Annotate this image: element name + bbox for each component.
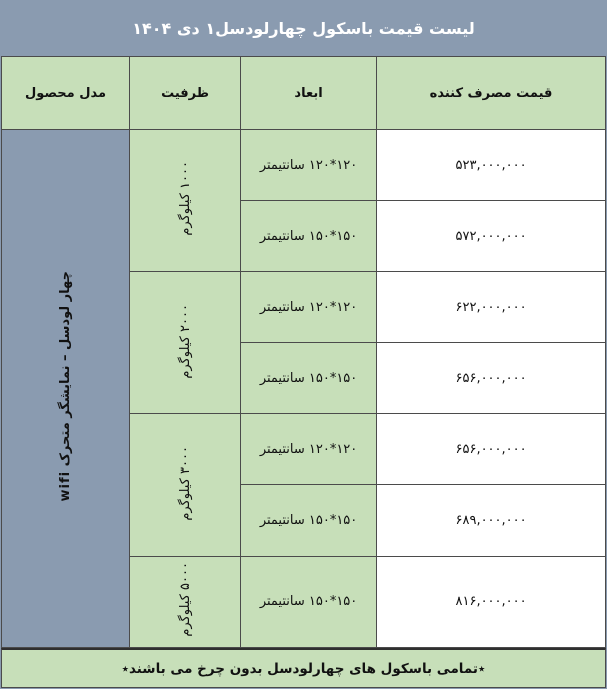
cell-price: ۸۱۶,۰۰۰,۰۰۰	[377, 556, 606, 647]
table-row	[2, 130, 606, 201]
cell-price: ۶۸۹,۰۰۰,۰۰۰	[377, 485, 606, 556]
column-header-model: مدل محصول	[2, 57, 130, 130]
cell-price: ۵۷۲,۰۰۰,۰۰۰	[377, 201, 606, 272]
cell-dimensions: ۱۲۰*۱۲۰ سانتیمتر	[240, 414, 376, 485]
table-container	[0, 56, 607, 648]
table-header-row	[2, 57, 606, 130]
cell-dimensions: ۱۵۰*۱۵۰ سانتیمتر	[240, 201, 376, 272]
cell-dimensions: ۱۲۰*۱۲۰ سانتیمتر	[240, 130, 376, 201]
page-title: لیست قیمت باسکول چهارلودسل۱ دی ۱۴۰۴	[0, 0, 607, 56]
cell-price: ۶۵۶,۰۰۰,۰۰۰	[377, 343, 606, 414]
capacity-label: ۳۰۰۰ کیلوگرم	[177, 445, 193, 521]
column-header-dimensions: ابعاد	[240, 57, 376, 130]
cell-dimensions: ۱۵۰*۱۵۰ سانتیمتر	[240, 556, 376, 647]
model-label: چهار لودسل – نمایشگر متحرک wifi	[58, 271, 74, 502]
cell-price: ۶۲۲,۰۰۰,۰۰۰	[377, 272, 606, 343]
cell-dimensions: ۱۵۰*۱۵۰ سانتیمتر	[240, 485, 376, 556]
cell-capacity	[130, 556, 241, 647]
cell-capacity	[130, 414, 241, 556]
cell-capacity	[130, 272, 241, 414]
cell-model	[2, 130, 130, 648]
cell-dimensions: ۱۲۰*۱۲۰ سانتیمتر	[240, 272, 376, 343]
cell-price: ۶۵۶,۰۰۰,۰۰۰	[377, 414, 606, 485]
cell-capacity	[130, 130, 241, 272]
capacity-label: ۵۰۰۰ کیلوگرم	[177, 562, 193, 638]
footer-note: ٭تمامی باسکول های چهارلودسل بدون چرخ می باشند٭	[1, 648, 606, 688]
cell-price: ۵۲۳,۰۰۰,۰۰۰	[377, 130, 606, 201]
column-header-price: قیمت مصرف کننده	[377, 57, 606, 130]
column-header-capacity: ظرفیت	[130, 57, 241, 130]
capacity-label: ۲۰۰۰ کیلوگرم	[177, 303, 193, 379]
price-table	[1, 56, 606, 648]
cell-dimensions: ۱۵۰*۱۵۰ سانتیمتر	[240, 343, 376, 414]
capacity-label: ۱۰۰۰ کیلوگرم	[177, 161, 193, 237]
